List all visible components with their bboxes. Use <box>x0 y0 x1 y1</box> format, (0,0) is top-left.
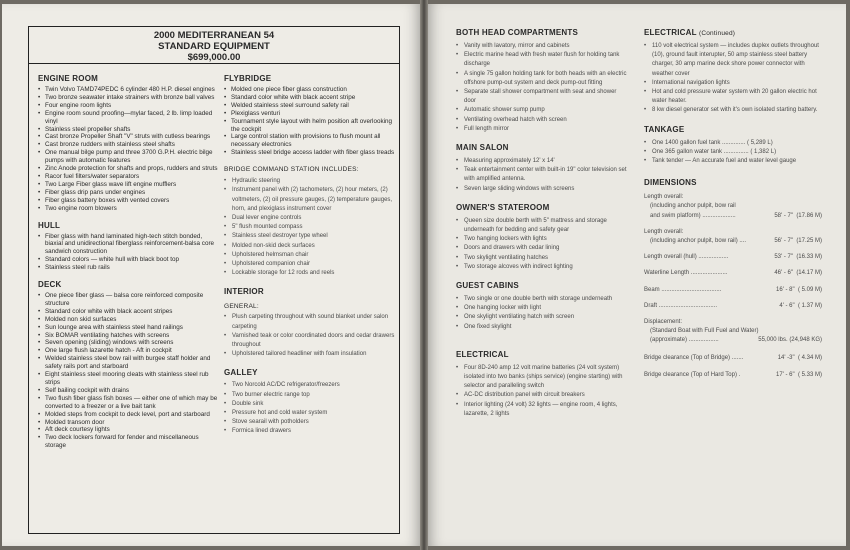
hardtop-clearance-metric: ( 5.33 M) <box>797 371 822 378</box>
owners-stateroom-heading: OWNER'S STATEROOM <box>456 202 550 212</box>
list-item: • Molded transom door <box>38 419 218 427</box>
displacement-value: 55,000 lbs. <box>758 337 788 344</box>
list-item: • Eight stainless steel mooring cleats with stainless steel rub strips <box>38 371 218 387</box>
bridge-command-section <box>224 166 396 278</box>
list-item: • Varnished teak or color coordinated doors and cedar drawers throughout <box>224 332 396 350</box>
deck-section <box>38 280 218 450</box>
dimension-label: Draft ................................... 4' - 6" ( 1.37 M) <box>644 302 822 311</box>
list-item: • Six BOMAR ventilating hatches with screens <box>38 332 218 340</box>
displacement-label: Displacement: <box>644 319 683 326</box>
deck-heading: DECK <box>38 280 62 290</box>
dimension-row <box>644 253 822 262</box>
dimension-value: 53' - 7" <box>774 254 793 261</box>
displacement-sub: (Standard Boat with Full Fuel and Water) <box>650 328 759 335</box>
list-item: • Molded non-skid deck surfaces <box>224 242 396 251</box>
dimension-metric: (16.33 M) <box>796 254 822 261</box>
dimension-sub: (including anchor pulpit, bow rail <box>650 203 736 210</box>
guest-cabins-section <box>456 281 628 332</box>
displacement-block <box>644 318 822 380</box>
list-item: • Tank tender — An accurate fuel and water level gauge <box>644 157 822 166</box>
list-item: • 5" flush mounted compass <box>224 223 396 232</box>
engine-room-heading: ENGINE ROOM <box>38 74 98 83</box>
list-item: • One 1400 gallon fuel tank .............. ( 5,289 L) <box>644 139 822 148</box>
list-item: • Formica lined drawers <box>224 427 396 436</box>
dimension-row <box>644 302 822 311</box>
galley-heading: GALLEY <box>224 368 258 378</box>
electrical-section <box>456 350 628 419</box>
hardtop-clearance-row <box>644 371 822 380</box>
dimensions-section <box>644 178 822 380</box>
list-item: • Pressure hot and cold water system <box>224 409 396 418</box>
dimension-sub: (including anchor pulpit, bow rail) .... 56' - 7" (17.25 M) <box>644 237 822 246</box>
list-item: • One piece fiber glass — balsa core reinforced composite structure <box>38 292 218 308</box>
hull-list <box>38 233 218 273</box>
guest-cabins-list <box>456 295 628 332</box>
list-item: • Standard colors — white hull with black boot top <box>38 256 218 264</box>
interior-heading: INTERIOR <box>224 287 264 297</box>
dimension-label: Length overall (hull) .................. 53' - 7" (16.33 M) <box>644 253 822 262</box>
electrical-continued-list <box>644 42 822 116</box>
electrical-list <box>456 364 628 419</box>
list-item: • Full length mirror <box>456 125 628 134</box>
list-item: • Ventilating overhead hatch with screen <box>456 116 628 125</box>
dimension-metric: (17.25 M) <box>796 238 822 245</box>
dimension-sub2: and swim platform) .................... <box>650 212 736 219</box>
list-item: • Seven large sliding windows with screens <box>456 185 628 194</box>
list-item: • Zinc Anode protection for shafts and props, rudders and struts <box>38 165 218 173</box>
dimension-row <box>644 193 822 221</box>
right-page <box>428 4 846 546</box>
list-item: • Molded non skid surfaces <box>38 316 218 324</box>
list-item: • Welded stainless steel surround safety rail <box>224 102 396 110</box>
list-item: • Automatic shower sump pump <box>456 106 628 115</box>
list-item: • Two flush fiber glass fish boxes — either one of which may be converted to a freezer or a live bait tank <box>38 395 218 411</box>
list-item: • Measuring approximately 12' x 14' <box>456 157 628 166</box>
list-item: • Queen size double berth with 5" mattress and storage underneath for bedding and safety gear <box>456 217 628 235</box>
dimension-label: Length overall: <box>644 228 684 235</box>
list-item: • Two skylight ventilating hatches <box>456 254 628 263</box>
list-item: • Lockable storage for 12 rods and reels <box>224 269 396 278</box>
list-item: • Seven opening (sliding) windows with screens <box>38 339 218 347</box>
list-item: • Upholstered tailored headliner with foam insulation <box>224 350 396 359</box>
displacement-metric: (24,948 KG) <box>789 337 822 344</box>
dimension-value: 58' - 7" <box>774 212 793 219</box>
list-item: • One hanging locker with light <box>456 304 628 313</box>
main-salon-list <box>456 157 628 194</box>
title-box <box>28 26 400 64</box>
left-column <box>38 74 218 450</box>
dimension-value: 56' - 7" <box>774 238 793 245</box>
electrical-heading: ELECTRICAL <box>456 349 509 359</box>
list-item: • Cast bronze rudders with stainless steel shafts <box>38 141 218 149</box>
tankage-heading: TANKAGE <box>644 124 685 134</box>
list-item: • Separate stall shower compartment with seat and shower door <box>456 88 628 106</box>
interior-general-heading: GENERAL: <box>224 303 259 311</box>
list-item: • Molded one piece fiber glass construction <box>224 86 396 94</box>
list-item: • One 365 gallon water tank ............... ( 1,382 L) <box>644 148 822 157</box>
list-item: • Two burner electric range top <box>224 391 396 400</box>
hardtop-clearance-label: Bridge clearance (Top of Hard Top) . <box>644 371 741 378</box>
both-head-section <box>456 28 628 134</box>
bridge-clearance-value: 14' -3" <box>777 354 795 361</box>
deck-list <box>38 292 218 450</box>
list-item: • Upholstered helmsman chair <box>224 251 396 260</box>
list-item: • Welded stainless steel bow rail with burgee staff holder and safety rails port and starboard <box>38 355 218 371</box>
list-item: • A single 75 gallon holding tank for both heads with an electric offshore pump-out system and deck pump-out fitting <box>456 70 628 88</box>
flybridge-heading: FLYBRIDGE <box>224 74 272 83</box>
bridge-clearance-label: Bridge clearance (Top of Bridge) ....... <box>644 354 744 361</box>
displacement-value-group <box>758 336 822 345</box>
owners-stateroom-section <box>456 203 628 272</box>
list-item: • Two Large Fiber glass wave lift engine mufflers <box>38 181 218 189</box>
list-item: • Dual lever engine controls <box>224 214 396 223</box>
model-title: 2000 MEDITERRANEAN 54 <box>153 30 275 41</box>
dimension-metric: (17.86 M) <box>796 212 822 219</box>
dimension-value-group <box>779 302 822 311</box>
galley-list <box>224 381 396 436</box>
list-item: • Fiber glass drip pans under engines <box>38 189 218 197</box>
list-item: • Large control station with provisions to flush mount all necessary electronics <box>224 133 396 149</box>
list-item: • Sun lounge area with stainless steel hand railings <box>38 324 218 332</box>
galley-section <box>224 368 396 436</box>
left-page <box>2 4 420 546</box>
interior-list <box>224 313 396 359</box>
dimension-row <box>644 228 822 246</box>
dimension-row <box>644 286 822 295</box>
bridge-clearance-value-group <box>778 354 822 363</box>
price: $699,000.00 <box>187 52 241 63</box>
list-item: • Stainless steel destroyer type wheel <box>224 232 396 241</box>
list-item: • Engine room sound proofing—mylar faced, 2 lb. limp loaded vinyl <box>38 110 218 126</box>
dimension-value: 46' - 6" <box>774 270 793 277</box>
list-item: • One fixed skylight <box>456 323 628 332</box>
list-item: • Cast bronze Propeller Shaft "V" struts with cutless bearings <box>38 133 218 141</box>
list-item: • Plexiglass venturi <box>224 110 396 118</box>
list-item: • Stove searail with potholders <box>224 418 396 427</box>
dimension-value-group <box>774 269 822 278</box>
list-item: • Doors and drawers with cedar lining <box>456 244 628 253</box>
dimensions-rows <box>644 193 822 311</box>
engine-room-section <box>38 74 218 213</box>
list-item: • Instrument panel with (2) tachometers, (2) hour meters, (2) voltmeters, (2) oil pressure gauges, (2) temperature gauges, horn, and plexiglass instrument cover <box>224 186 396 214</box>
dimension-value: 16' - 8" <box>776 286 795 293</box>
rp-left-column <box>456 28 628 419</box>
flybridge-list <box>224 86 396 157</box>
both-head-list <box>456 42 628 134</box>
engine-room-list <box>38 86 218 213</box>
tankage-list <box>644 139 822 167</box>
list-item: • Twin Volvo TAMD74PEDC 6 cylinder 480 H.P. diesel engines <box>38 86 218 94</box>
dimension-value-group <box>774 212 822 221</box>
list-item: • Fiber glass with hand laminated high-tech stitch bonded, biaxial and unidirectional fiberglass reinforcement-balsa core sandwich construction <box>38 233 218 257</box>
list-item: • Four engine room lights <box>38 102 218 110</box>
list-item: • Aft deck courtesy lights <box>38 426 218 434</box>
dimension-metric: ( 5.09 M) <box>797 286 822 293</box>
list-item: • Two deck lockers forward for fender and miscellaneous storage <box>38 434 218 450</box>
hull-heading: HULL <box>38 220 61 230</box>
hull-section <box>38 221 218 273</box>
list-item: • Four 8D-240 amp 12 volt marine batteries (24 volt system) isolated into two banks (ships service) (engine starting) with selector and paralleling switch <box>456 364 628 392</box>
binding-gutter <box>420 0 428 550</box>
equipment-title: STANDARD EQUIPMENT <box>158 41 270 52</box>
list-item: • Stainless steel propeller shafts <box>38 126 218 134</box>
electrical-continued-section <box>644 28 822 116</box>
owners-stateroom-list <box>456 217 628 272</box>
dimension-value-group <box>774 253 822 262</box>
dimension-row <box>644 269 822 278</box>
dimension-value-group <box>774 237 822 246</box>
list-item: • Tournament style layout with helm position aft overlooking the cockpit <box>224 118 396 134</box>
dimension-label: Waterline Length ...................... 46' - 6" (14.17 M) <box>644 269 822 278</box>
bridge-clearance-metric: ( 4.34 M) <box>797 354 822 361</box>
list-item: • One skylight ventilating hatch with screen <box>456 313 628 322</box>
main-salon-section <box>456 143 628 194</box>
list-item: • Electric marine head with fresh water flush for holding tank discharge <box>456 51 628 69</box>
list-item: • Upholstered companion chair <box>224 260 396 269</box>
list-item: • Stainless steel bridge access ladder with fiber glass treads <box>224 149 396 157</box>
list-item: • Two Norcold AC/DC refrigerator/freezers <box>224 381 396 390</box>
dimension-value-group <box>776 286 822 295</box>
list-item: • Stainless steel rub rails <box>38 264 218 272</box>
list-item: • Hydraulic steering <box>224 177 396 186</box>
flybridge-section <box>224 74 396 157</box>
list-item: • Two hanging lockers with lights <box>456 235 628 244</box>
dimensions-heading: DIMENSIONS <box>644 178 697 188</box>
list-item: • One large flush lazarette hatch - Aft in cockpit <box>38 347 218 355</box>
list-item: • Two engine room blowers <box>38 205 218 213</box>
dimension-metric: ( 1.37 M) <box>797 302 822 309</box>
dimension-label: Beam .................................... 16' - 8" ( 5.09 M) <box>644 286 822 295</box>
tankage-section <box>644 125 822 167</box>
guest-cabins-heading: GUEST CABINS <box>456 281 519 291</box>
bridge-command-heading: BRIDGE COMMAND STATION INCLUDES: <box>224 166 359 174</box>
dimension-metric: (14.17 M) <box>796 270 822 277</box>
list-item: • 110 volt electrical system — includes duplex outlets throughout (10), ground fault interupter, 50 amp stainless steel battery charger, 30 amp marine deck shore power connector with weather cover <box>644 42 822 79</box>
list-item: • One manual bilge pump and three 3700 G.P.H. electric bilge pumps with automatic features <box>38 149 218 165</box>
list-item: • Vanity with lavatory, mirror and cabinets <box>456 42 628 51</box>
rp-right-column <box>644 28 822 380</box>
displacement-approx: (approximate) .................. <box>650 337 719 344</box>
list-item: • AC-DC distribution panel with circuit breakers <box>456 391 628 400</box>
hardtop-clearance-value-group <box>776 371 822 380</box>
list-item: • Two single or one double berth with storage underneath <box>456 295 628 304</box>
list-item: • Self bailing cockpit with drains <box>38 387 218 395</box>
list-item: • Teak entertainment center with built-in 19" color television set with amplified antenna. <box>456 166 628 184</box>
bridge-command-list <box>224 177 396 278</box>
list-item: • Fiber glass battery boxes with vented covers <box>38 197 218 205</box>
dimension-label: Length overall: <box>644 194 684 201</box>
right-column <box>224 74 396 437</box>
list-item: • Molded steps from cockpit to deck level, port and starboard <box>38 411 218 419</box>
list-item: • Plush carpeting throughout with sound blanket under salon carpeting <box>224 313 396 331</box>
list-item: • Standard color white with black accent stripe <box>224 94 396 102</box>
list-item: • Standard color white with black accent stripes <box>38 308 218 316</box>
interior-section <box>224 287 396 359</box>
list-item: • Racor fuel filters/water separators <box>38 173 218 181</box>
main-salon-heading: MAIN SALON <box>456 143 509 153</box>
electrical-continued-heading: ELECTRICAL <box>644 28 697 37</box>
list-item: • Double sink <box>224 400 396 409</box>
list-item: • Interior lighting (24 volt) 32 lights — engine room, 4 lights, lazarette, 2 lights <box>456 401 628 419</box>
dimension-value: 4' - 6" <box>779 302 795 309</box>
list-item: • International navigation lights <box>644 79 822 88</box>
continued-note: (Continued) <box>698 30 736 37</box>
list-item: • Two bronze seawater intake strainers with bronze ball valves <box>38 94 218 102</box>
bridge-clearance-row <box>644 354 822 363</box>
list-item: • Hot and cold pressure water system with 20 gallon electric hot water heater. <box>644 88 822 106</box>
both-head-heading: BOTH HEAD COMPARTMENTS <box>456 28 579 37</box>
hardtop-clearance-value: 17' - 6" <box>776 371 795 378</box>
displacement-row <box>644 336 822 345</box>
list-item: • 8 kw diesel generator set with it's own isolated starting battery. <box>644 106 822 115</box>
dimension-value-line <box>644 212 822 221</box>
list-item: • Two storage alcoves with indirect lighting <box>456 263 628 272</box>
